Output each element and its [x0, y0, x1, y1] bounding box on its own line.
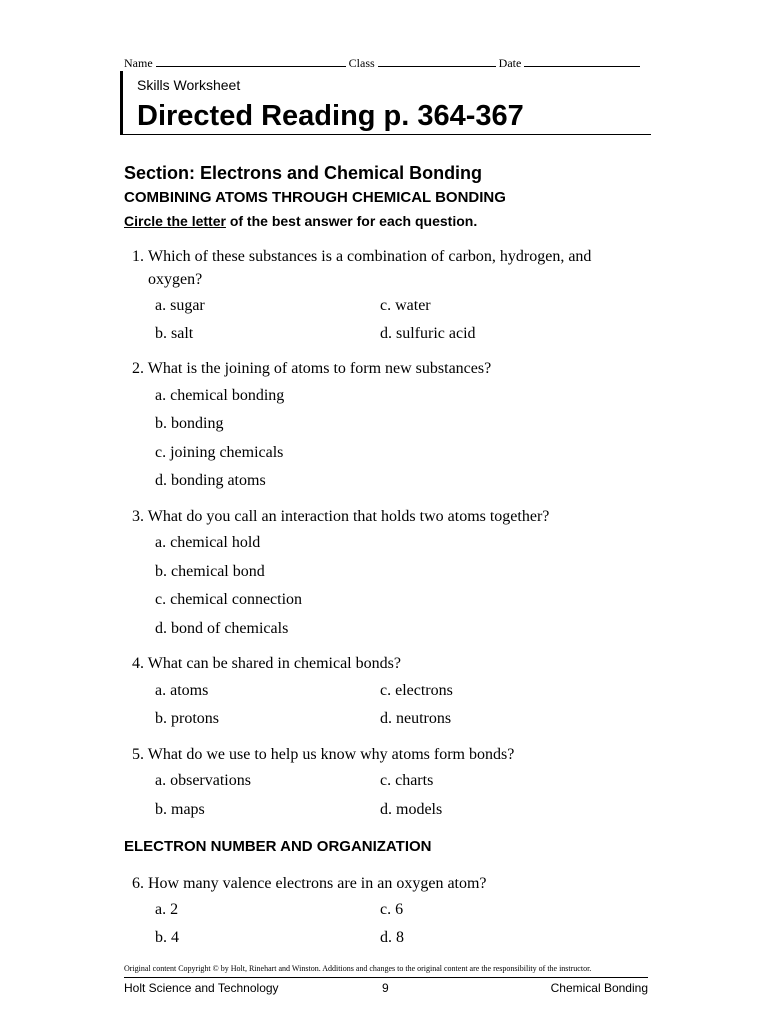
choice-6b[interactable]: b. 4	[155, 929, 179, 946]
question-text: What do you call an interaction that holds two atoms together?	[147, 508, 550, 525]
class-blank[interactable]	[378, 55, 496, 67]
choice-6c[interactable]: c. 6	[380, 901, 404, 918]
question-2	[132, 357, 632, 380]
choice-5b[interactable]: b. maps	[155, 801, 205, 818]
choice-6d[interactable]: d. 8	[380, 929, 404, 946]
choice-3a[interactable]: a. chemical hold	[155, 534, 261, 551]
name-class-date-line	[124, 55, 640, 71]
question-text: What is the joining of atoms to form new substances?	[147, 360, 492, 377]
date-blank[interactable]	[524, 55, 640, 67]
choice-4b[interactable]: b. protons	[155, 710, 219, 727]
question-5	[132, 743, 632, 766]
question-text: Which of these substances is a combination of carbon, hydrogen, and oxygen?	[148, 248, 592, 288]
choice-3d[interactable]: d. bond of chemicals	[155, 620, 289, 637]
date-label: Date	[498, 56, 522, 70]
question-3	[132, 505, 632, 528]
question-4	[132, 652, 632, 675]
choice-4d[interactable]: d. neutrons	[380, 710, 452, 727]
question-number: 5.	[132, 746, 144, 763]
choice-5c[interactable]: c. charts	[380, 772, 434, 789]
choice-1d[interactable]: d. sulfuric acid	[380, 325, 476, 342]
question-number: 1.	[132, 248, 144, 265]
choice-2d[interactable]: d. bonding atoms	[155, 472, 266, 489]
choice-4a[interactable]: a. atoms	[155, 682, 209, 699]
subheading-electron-number: ELECTRON NUMBER AND ORGANIZATION	[124, 838, 432, 855]
choice-2a[interactable]: a. chemical bonding	[155, 387, 285, 404]
choice-3b[interactable]: b. chemical bond	[155, 563, 265, 580]
section-title: Section: Electrons and Chemical Bonding	[124, 163, 483, 183]
choice-2c[interactable]: c. joining chemicals	[155, 444, 284, 461]
question-text: What do we use to help us know why atoms form bonds?	[147, 746, 515, 763]
question-text: How many valence electrons are in an oxygen atom?	[148, 875, 487, 892]
choice-2b[interactable]: b. bonding	[155, 415, 224, 432]
title-block	[120, 71, 651, 135]
name-label: Name	[124, 56, 153, 70]
choice-4c[interactable]: c. electrons	[380, 682, 453, 699]
footer-publisher: Holt Science and Technology	[124, 981, 279, 995]
question-text: What can be shared in chemical bonds?	[147, 655, 401, 672]
subheading-combining-atoms: COMBINING ATOMS THROUGH CHEMICAL BONDING	[124, 189, 506, 206]
copyright-notice: Original content Copyright © by Holt, Rinehart and Winston. Additions and changes to the original content are the responsibility of the instructor.	[124, 964, 592, 973]
footer-rule	[124, 977, 648, 978]
instruction-rest: of the best answer for each question.	[225, 213, 478, 229]
question-number: 6.	[132, 875, 144, 892]
title-rule	[123, 134, 651, 135]
question-6	[132, 872, 632, 895]
question-number: 2.	[132, 360, 144, 377]
choice-3c[interactable]: c. chemical connection	[155, 591, 303, 608]
class-label: Class	[348, 56, 375, 70]
choice-6a[interactable]: a. 2	[155, 901, 179, 918]
choice-5a[interactable]: a. observations	[155, 772, 251, 789]
question-number: 3.	[132, 508, 144, 525]
footer-chapter: Chemical Bonding	[550, 981, 648, 995]
choice-5d[interactable]: d. models	[380, 801, 443, 818]
question-number: 4.	[132, 655, 144, 672]
name-blank[interactable]	[156, 55, 346, 67]
choice-1a[interactable]: a. sugar	[155, 297, 205, 314]
footer-page-number: 9	[382, 981, 389, 995]
worksheet-type: Skills Worksheet	[137, 77, 241, 93]
instruction-underlined: Circle the letter	[124, 213, 226, 229]
page-title: Directed Reading p. 364-367	[137, 100, 524, 132]
instruction	[124, 213, 477, 229]
question-1	[132, 245, 632, 291]
choice-1b[interactable]: b. salt	[155, 325, 194, 342]
choice-1c[interactable]: c. water	[380, 297, 431, 314]
